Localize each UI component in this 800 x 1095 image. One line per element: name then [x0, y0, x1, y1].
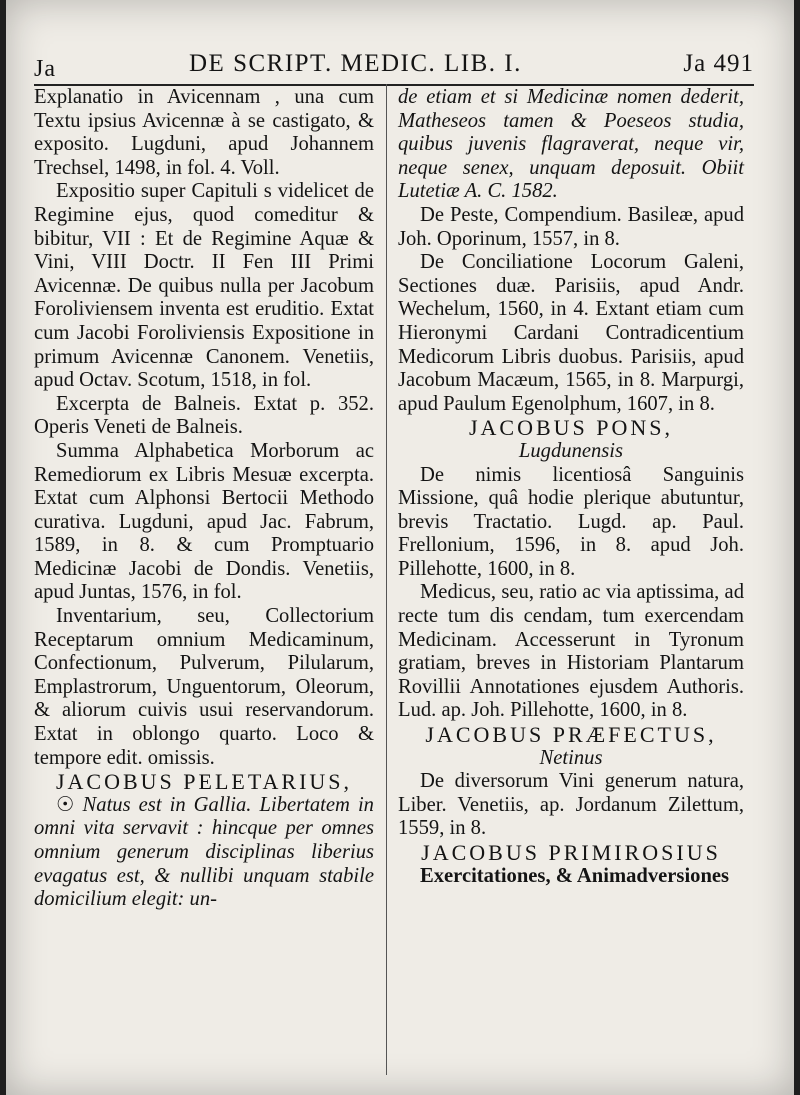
bibliography-entry: Explanatio in Avicennam , una cum Textu ipsius Avicennæ à se castigato, & exposito. Lugduni, apud Johannem Trechsel, 1498, in fol. 4. Voll. [34, 86, 374, 179]
column-divider [386, 84, 387, 1075]
author-origin: Lugdunensis [518, 439, 624, 462]
bibliography-entry: De nimis licentiosâ Sanguinis Missione, quâ hodie plerique abutuntur, brevis Tractatio. Lugd. ap. Paul. Frellonium, 1596, in 8. apud Joh. Pillehotte, 1600, in 8. [398, 463, 744, 580]
header-left-catchword: Ja [34, 56, 56, 82]
author-heading: JACOBUS PONS, [468, 415, 674, 441]
author-origin: Netinus [539, 746, 603, 769]
bibliography-entry: Summa Alphabetica Morborum ac Remediorum ex Libris Mesuæ excerpta. Extat cum Alphonsi Bertocii Methodo curativa. Lugduni, apud Jac. Fabrum, 1589, in 8. & cum Promptuario Medicinæ Jacobi de Dondis. Venetiis, apud Juntas, 1576, in fol. [34, 439, 374, 604]
header-page-number: Ja 491 [683, 50, 754, 77]
right-column [398, 86, 744, 888]
biographical-note [34, 794, 374, 912]
running-header [34, 48, 754, 86]
bibliography-entry: De diversorum Vini generum natura, Liber. Venetiis, ap. Jordanum Zilettum, 1559, in 8. [398, 770, 744, 840]
author-heading: JACOBUS PRIMIROSIUS [421, 840, 721, 865]
left-column [34, 86, 374, 912]
header-title: DE SCRIPT. MEDIC. LIB. I. [189, 50, 522, 77]
author-heading: JACOBUS PRÆFECTUS, [425, 722, 717, 748]
bibliography-entry: Excerpta de Balneis. Extat p. 352. Operis Veneti de Balneis. [34, 392, 374, 439]
bibliography-entry: Expositio super Capituli s videlicet de Regimine ejus, quod comeditur & bibitur, VII : Et de Regimine Aquæ & Vini, VIII Doctr. II Fen III Primi Avicennæ. De quibus nulla per Jacobum Foroliviensem inventa est eruditio. Extat cum Jacobi Foroliviensis Expositione in primum Avicennæ Canonem. Venetiis, apud Octav. Scotum, 1518, in fol. [34, 180, 374, 392]
biographical-note-continued: de etiam et si Medicinæ nomen dederit, Matheseos tamen & Poeseos studia, quibus juvenis flagraverat, neque vir, neque senex, unquam deposuit. Obiit Lutetiæ A. C. 1582. [398, 86, 744, 203]
author-heading: JACOBUS PELETARIUS, [55, 769, 353, 795]
sun-symbol-icon: ☉ [56, 793, 75, 816]
bibliography-entry: De Peste, Compendium. Basileæ, apud Joh. Oporinum, 1557, in 8. [398, 203, 744, 250]
bibliography-entry: De Conciliatione Locorum Galeni, Sectiones duæ. Parisiis, apud Andr. Wechelum, 1560, in 4. Extant etiam cum Hieronymi Cardani Contradicentium Medicorum Libris duobus. Parisiis, apud Jacobum Macæum, 1565, in 8. Marpurgi, apud Paulum Egenolphum, 1607, in 8. [398, 251, 744, 415]
book-page [6, 0, 794, 1095]
bibliography-entry: Medicus, seu, ratio ac via aptissima, ad recte tum dis cendam, tum exercendam Medicinam. Accesserunt in Tyronum gratiam, breves in Historiam Plantarum Rovillii Annotationes ejusdem Authoris. Lud. ap. Joh. Pillehotte, 1600, in 8. [398, 581, 744, 722]
bibliography-entry: Inventarium, seu, Collectorium Receptarum omnium Medicaminum, Confectionum, Pulverum, Pilularum, Emplastrorum, Unguentorum, Oleorum, & aliorum cuivis usui reservandorum. Extat in oblongo quarto. Loco & tempore edit. omissis. [34, 605, 374, 769]
biographical-note-text: Natus est in Gallia. Libertatem in omni vita servavit : hincque per omnes omnium generum disciplinas liberius evagatus est, & nullibi unquam stabile domicilium elegit: un- [34, 793, 374, 911]
bibliography-entry: Exercitationes, & Animadversiones [420, 864, 730, 887]
